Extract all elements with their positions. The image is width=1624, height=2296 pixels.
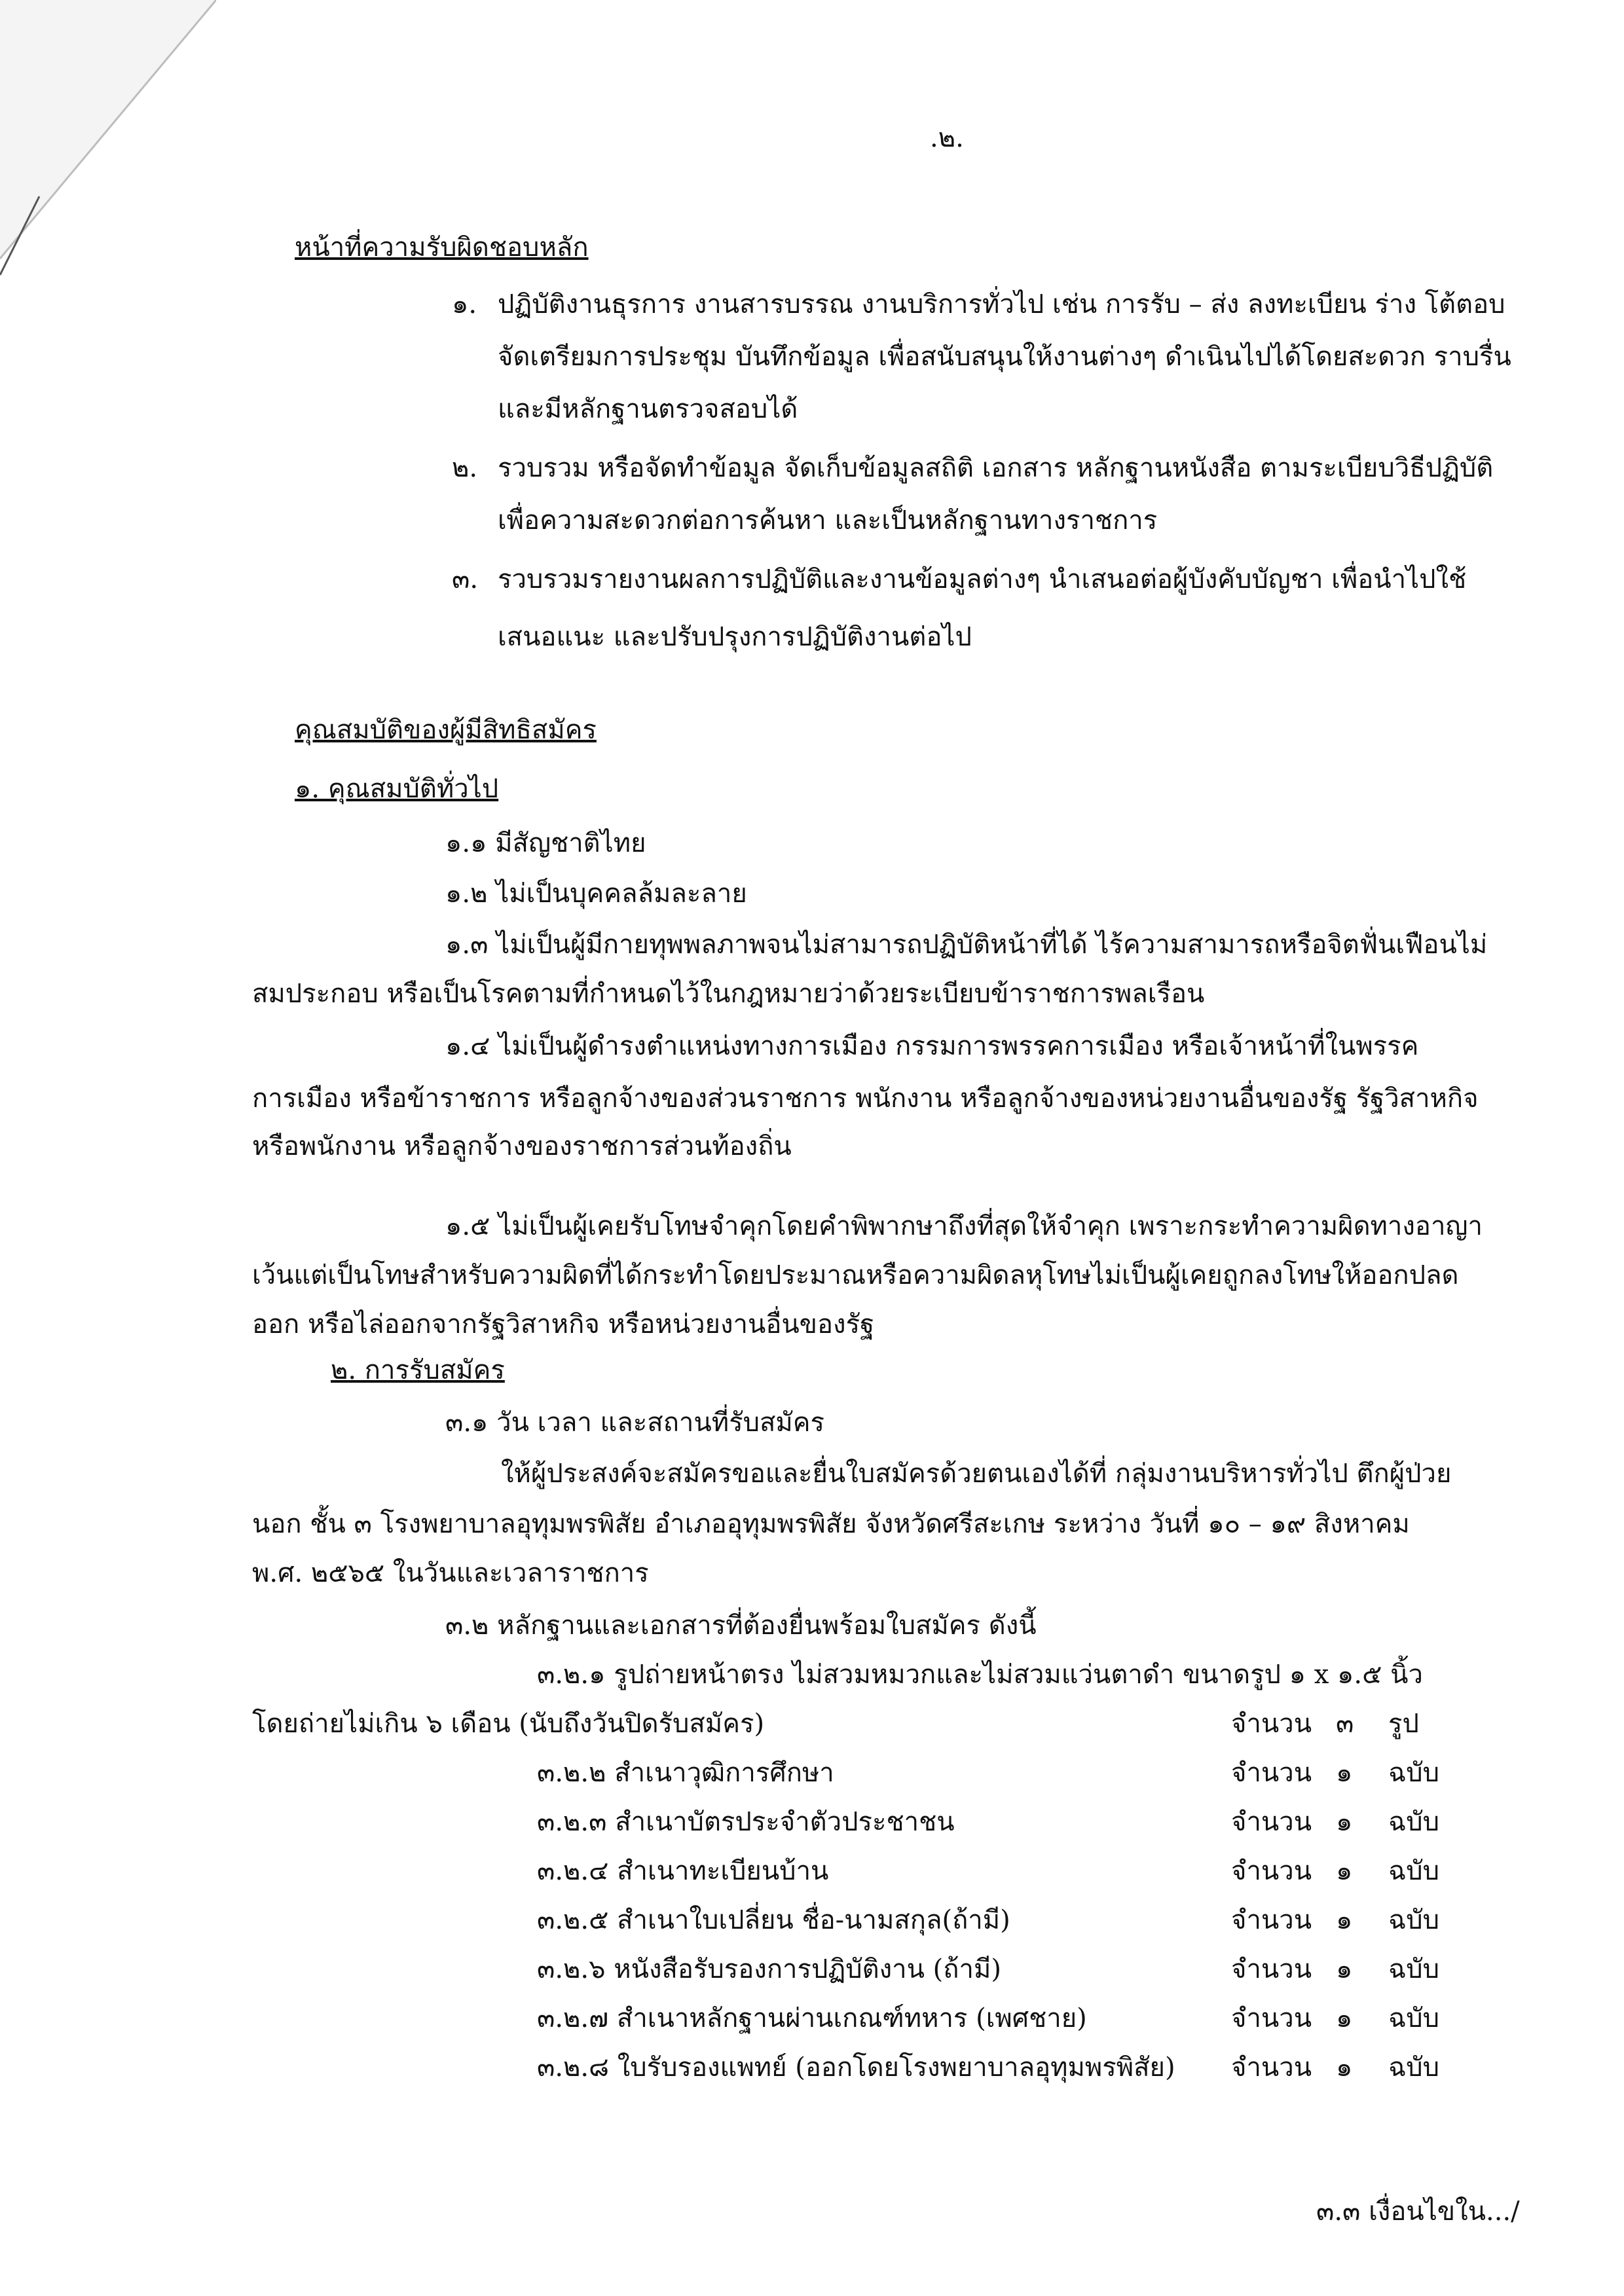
qual-1-3-cont: สมประกอบ หรือเป็นโรคตามที่กำหนดไว้ในกฎหมายว่าด้วยระเบียบข้าราชการพลเรือน — [252, 979, 1205, 1009]
doc-label-8: ๓.๒.๘ ใบรับรองแพทย์ (ออกโดยโรงพยาบาลอุทุมพรพิสัย) — [537, 2052, 1175, 2083]
duty-1-line-1: ปฏิบัติงานธุรการ งานสารบรรณ งานบริการทั่วไป เช่น การรับ – ส่ง ลงทะเบียน ร่าง โต้ตอบ — [498, 289, 1505, 319]
qual-1-4: ๑.๔ ไม่เป็นผู้ดำรงตำแหน่งทางการเมือง กรรมการพรรคการเมือง หรือเจ้าหน้าที่ในพรรค — [445, 1031, 1419, 1061]
duty-1-line-2: จัดเตรียมการประชุม บันทึกข้อมูล เพื่อสนับสนุนให้งานต่างๆ ดำเนินไปได้โดยสะดวก ราบรื่น — [498, 342, 1511, 372]
doc-qty-photo: จำนวน ๓ รูป — [1231, 1709, 1419, 1739]
qual-1-1: ๑.๑ มีสัญชาติไทย — [445, 828, 646, 858]
general-qualifications-heading: ๑. คุณสมบัติทั่วไป — [295, 774, 499, 804]
doc-qty-7: จำนวน ๑ ฉบับ — [1231, 2003, 1440, 2033]
qual-1-5: ๑.๕ ไม่เป็นผู้เคยรับโทษจำคุกโดยคำพิพากษาถึงที่สุดให้จำคุก เพราะกระทำความผิดทางอาญา — [445, 1211, 1483, 1241]
duty-3-line-1: รวบรวมรายงานผลการปฏิบัติและงานข้อมูลต่างๆ นำเสนอต่อผู้บังคับบัญชา เพื่อนำไปใช้ — [498, 564, 1467, 594]
qual-1-5-cont-2: ออก หรือไล่ออกจากรัฐวิสาหกิจ หรือหน่วยงานอื่นของรัฐ — [252, 1309, 875, 1339]
photo-line-2: โดยถ่ายไม่เกิน ๖ เดือน (นับถึงวันปิดรับสมัคร) — [252, 1709, 765, 1739]
duty-3-line-2: เสนอแนะ และปรับปรุงการปฏิบัติงานต่อไป — [498, 622, 972, 652]
doc-qty-5: จำนวน ๑ ฉบับ — [1231, 1905, 1440, 1935]
qualifications-heading: คุณสมบัติของผู้มีสิทธิสมัคร — [295, 715, 597, 745]
doc-label-7: ๓.๒.๗ สำเนาหลักฐานผ่านเกณฑ์ทหาร (เพศชาย) — [537, 2003, 1087, 2033]
duty-2-line-2: เพื่อความสะดวกต่อการค้นหา และเป็นหลักฐานทางราชการ — [498, 505, 1158, 536]
section-3-1-line-2: นอก ชั้น ๓ โรงพยาบาลอุทุมพรพิสัย อำเภออุทุมพรพิสัย จังหวัดศรีสะเกษ ระหว่าง วันที่ ๑๐ – ๑๙ สิงหาคม — [252, 1509, 1410, 1539]
doc-label-3: ๓.๒.๓ สำเนาบัตรประจำตัวประชาชน — [537, 1807, 955, 1837]
doc-label-6: ๓.๒.๖ หนังสือรับรองการปฏิบัติงาน (ถ้ามี) — [537, 1954, 1001, 1984]
page-number: .๒. — [930, 123, 964, 153]
section-3-2: ๓.๒ หลักฐานและเอกสารที่ต้องยื่นพร้อมใบสมัคร ดังนี้ — [445, 1611, 1037, 1641]
doc-qty-8: จำนวน ๑ ฉบับ — [1231, 2052, 1440, 2083]
scan-fold-mark — [0, 0, 216, 282]
doc-qty-6: จำนวน ๑ ฉบับ — [1231, 1954, 1440, 1984]
qual-1-4-cont-1: การเมือง หรือข้าราชการ หรือลูกจ้างของส่วนราชการ พนักงาน หรือลูกจ้างของหน่วยงานอื่นของรัฐ รัฐวิสาหกิจ — [252, 1084, 1479, 1114]
qual-1-4-cont-2: หรือพนักงาน หรือลูกจ้างของราชการส่วนท้องถิ่น — [252, 1131, 792, 1161]
doc-label-5: ๓.๒.๕ สำเนาใบเปลี่ยน ชื่อ-นามสกุล(ถ้ามี) — [537, 1905, 1010, 1935]
section-3-1-line-1: ให้ผู้ประสงค์จะสมัครขอและยื่นใบสมัครด้วยตนเองได้ที่ กลุ่มงานบริหารทั่วไป ตึกผู้ป่วย — [501, 1459, 1452, 1489]
doc-qty-4: จำนวน ๑ ฉบับ — [1231, 1856, 1440, 1886]
doc-qty-3: จำนวน ๑ ฉบับ — [1231, 1807, 1440, 1837]
duties-heading: หน้าที่ความรับผิดชอบหลัก — [295, 232, 589, 263]
duty-2-line-1: รวบรวม หรือจัดทำข้อมูล จัดเก็บข้อมูลสถิติ เอกสาร หลักฐานหนังสือ ตามระเบียบวิธีปฏิบัติ — [498, 453, 1494, 483]
duty-number-1: ๑. — [452, 289, 477, 319]
photo-line-1: ๓.๒.๑ รูปถ่ายหน้าตรง ไม่สวมหมวกและไม่สวมแว่นตาดำ ขนาดรูป ๑ x ๑.๕ นิ้ว — [537, 1660, 1423, 1690]
doc-label-4: ๓.๒.๔ สำเนาทะเบียนบ้าน — [537, 1856, 829, 1886]
duty-number-3: ๓. — [452, 564, 479, 594]
continuation-footer: ๓.๓ เงื่อนไขใน.../ — [1316, 2196, 1520, 2227]
duty-1-line-3: และมีหลักฐานตรวจสอบได้ — [498, 394, 798, 424]
doc-label-2: ๓.๒.๒ สำเนาวุฒิการศึกษา — [537, 1758, 834, 1788]
doc-qty-2: จำนวน ๑ ฉบับ — [1231, 1758, 1440, 1788]
section-3-1-line-3: พ.ศ. ๒๕๖๕ ในวันและเวลาราชการ — [252, 1558, 649, 1588]
qual-1-3: ๑.๓ ไม่เป็นผู้มีกายทุพพลภาพจนไม่สามารถปฏิบัติหน้าที่ได้ ไร้ความสามารถหรือจิตฟั่นเฟือนไม่ — [445, 930, 1488, 960]
qual-1-5-cont-1: เว้นแต่เป็นโทษสำหรับความผิดที่ได้กระทำโดยประมาณหรือความผิดลหุโทษไม่เป็นผู้เคยถูกลงโทษให้ออกปลด — [252, 1260, 1459, 1290]
section-3-1: ๓.๑ วัน เวลา และสถานที่รับสมัคร — [445, 1408, 824, 1438]
application-heading: ๒. การรับสมัคร — [331, 1355, 505, 1385]
duty-number-2: ๒. — [452, 453, 478, 483]
qual-1-2: ๑.๒ ไม่เป็นบุคคลล้มละลาย — [445, 879, 747, 909]
